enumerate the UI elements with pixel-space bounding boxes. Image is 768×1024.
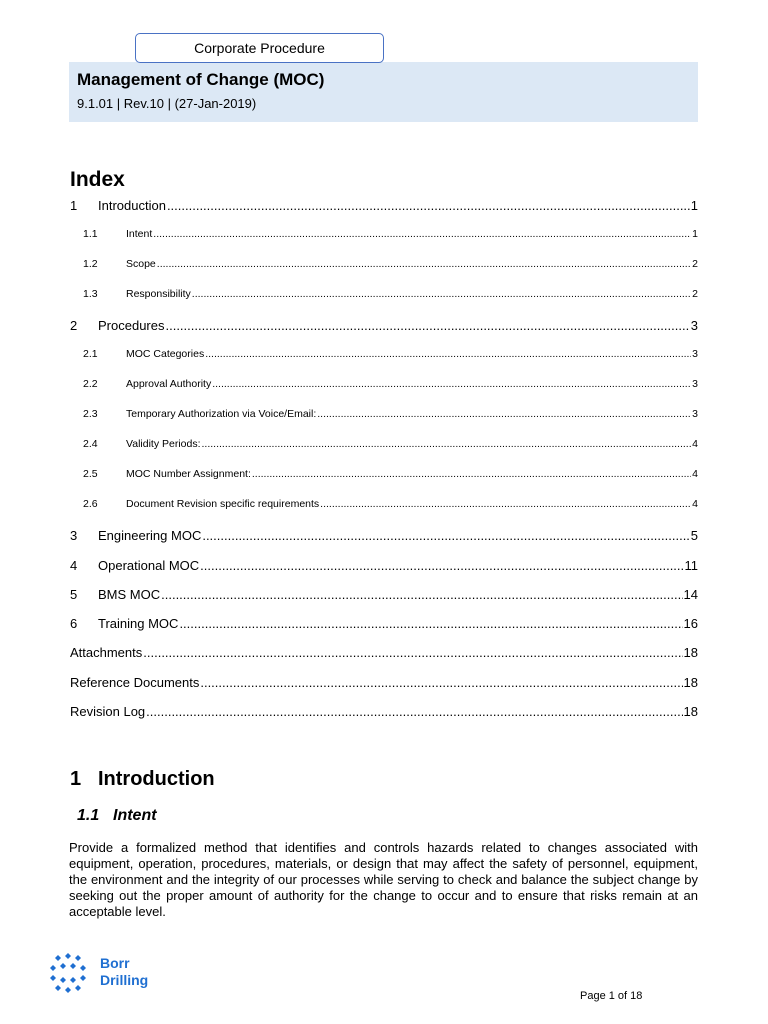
page-number: Page 1 of 18 [580,990,643,1002]
toc-entry-page: 4 [692,438,698,450]
toc-entry-page: 18 [683,704,698,719]
toc-dot-leader [202,528,689,543]
toc-entry-number: 3 [70,528,78,543]
toc-dot-leader [205,348,691,360]
toc-entry-page: 18 [683,675,698,690]
toc-entry-title: Operational MOC [98,558,200,573]
section-title: Introduction [98,768,215,790]
toc-entry-title: Scope [126,258,156,270]
toc-entry-title: Temporary Authorization via Voice/Email: [126,408,317,420]
toc-entry-title: MOC Number Assignment: [126,468,251,480]
toc-dot-leader [200,675,682,690]
toc-entry[interactable] [70,438,698,450]
toc-dot-leader [317,408,691,420]
toc-entry-page: 14 [683,587,698,602]
toc-entry-page: 18 [683,645,698,660]
logo-line-2: Drilling [100,972,149,988]
toc-entry[interactable] [70,587,698,602]
toc-entry[interactable] [70,616,698,631]
toc-entry-title: Attachments [70,645,143,660]
toc-dot-leader [165,318,689,333]
toc-dot-leader [167,198,690,213]
toc-entry-number: 4 [70,558,78,573]
toc-entry-page: 5 [690,528,698,543]
toc-entry-number: 2.4 [83,438,98,450]
toc-entry-number: 2.2 [83,378,98,390]
toc-entry-title: Revision Log [70,704,146,719]
intent-paragraph: Provide a formalized method that identifies and controls hazards related to changes associated with equipment, operation, procedures, materials, or design that may affect the safety of personnel, equipment, the environment and the integrity of our processes while serving to check and balance the subject change by seeking out the proper amount of authority for the change to occur and to ensure that risks remain at an acceptable level. [69,840,698,919]
toc-entry-title: Document Revision specific requirements [126,498,320,510]
toc-entry-number: 1.2 [83,258,98,270]
toc-entry-title: Engineering MOC [98,528,202,543]
toc-entry-page: 3 [692,378,698,390]
toc-entry-page: 3 [692,348,698,360]
subsection-heading-intent [77,807,157,825]
toc-dot-leader [143,645,682,660]
toc-entry-number: 2.6 [83,498,98,510]
subsection-title: Intent [113,807,157,824]
toc-entry[interactable] [70,258,698,270]
toc-entry-number: 6 [70,616,78,631]
index-heading: Index [70,168,125,191]
toc-dot-leader [320,498,691,510]
toc-dot-leader [212,378,691,390]
toc-entry-title: BMS MOC [98,587,161,602]
toc-entry-number: 5 [70,587,78,602]
toc-entry-page: 16 [683,616,698,631]
toc-entry-page: 1 [692,228,698,240]
toc-entry-page: 2 [692,288,698,300]
toc-entry-page: 3 [692,408,698,420]
toc-entry[interactable] [70,498,698,510]
toc-entry[interactable] [70,645,698,660]
toc-entry-title: Training MOC [98,616,179,631]
toc-entry-page: 11 [684,558,698,573]
toc-entry-title: Validity Periods: [126,438,201,450]
toc-dot-leader [252,468,691,480]
logo-line-1: Borr [100,955,130,971]
toc-entry-page: 1 [690,198,698,213]
toc-entry-number: 2.3 [83,408,98,420]
toc-dot-leader [146,704,682,719]
toc-entry-page: 4 [692,468,698,480]
toc-entry-title: Intent [126,228,153,240]
toc-entry-title: Reference Documents [70,675,200,690]
toc-entry[interactable] [70,198,698,213]
toc-entry[interactable] [70,378,698,390]
toc-entry-page: 4 [692,498,698,510]
toc-dot-leader [157,258,691,270]
toc-entry[interactable] [70,408,698,420]
toc-entry-title: Approval Authority [126,378,212,390]
subsection-number: 1.1 [77,807,100,824]
toc-entry-number: 2 [70,318,78,333]
company-logo-text [100,955,148,989]
toc-entry-number: 1 [70,198,78,213]
toc-entry[interactable] [70,558,698,573]
toc-entry-title: MOC Categories [126,348,205,360]
toc-entry[interactable] [70,288,698,300]
toc-entry[interactable] [70,348,698,360]
toc-entry[interactable] [70,704,698,719]
document-revision-meta: 9.1.01 | Rev.10 | (27-Jan-2019) [77,96,257,111]
toc-dot-leader [161,587,682,602]
toc-entry[interactable] [70,228,698,240]
document-title: Management of Change (MOC) [77,70,325,89]
toc-entry-title: Procedures [98,318,165,333]
toc-entry-title: Introduction [98,198,166,213]
section-number: 1 [70,768,82,790]
toc-entry-page: 3 [690,318,698,333]
toc-dot-leader [153,228,691,240]
toc-entry[interactable] [70,318,698,333]
document-type-tab: Corporate Procedure [135,33,384,63]
toc-entry-title: Responsibility [126,288,191,300]
toc-dot-leader [192,288,691,300]
toc-dot-leader [200,558,683,573]
toc-entry[interactable] [70,528,698,543]
toc-entry[interactable] [70,675,698,690]
toc-entry-page: 2 [692,258,698,270]
toc-entry-number: 2.5 [83,468,98,480]
section-heading-introduction [70,768,215,791]
toc-dot-leader [202,438,692,450]
toc-dot-leader [179,616,682,631]
toc-entry[interactable] [70,468,698,480]
toc-entry-number: 1.3 [83,288,98,300]
toc-entry-number: 1.1 [83,228,98,240]
document-header [69,62,698,122]
toc-entry-number: 2.1 [83,348,98,360]
